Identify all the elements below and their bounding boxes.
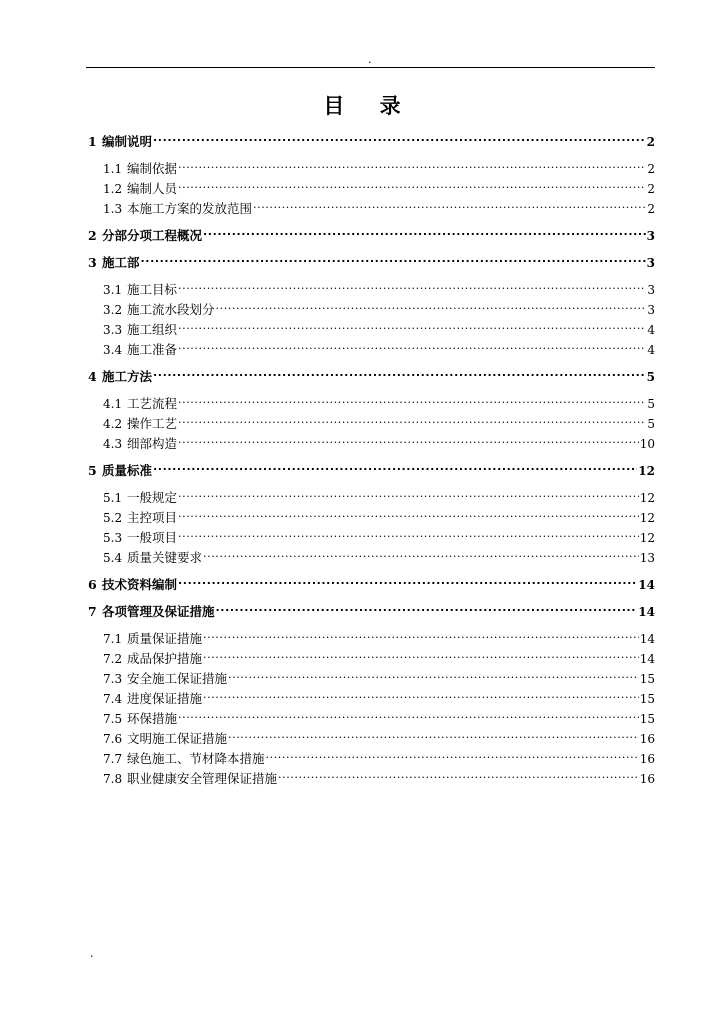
toc-entry-label: 操作工艺 <box>127 416 178 431</box>
toc-chapter-entry[interactable] <box>88 222 655 243</box>
toc-entry-number: 5.1 <box>103 491 123 505</box>
toc-dot-leader <box>178 316 646 334</box>
toc-entry-label: 施工目标 <box>127 282 178 297</box>
toc-page-number: 14 <box>638 578 655 592</box>
toc-section-entry[interactable] <box>103 705 655 726</box>
toc-page-number: 2 <box>647 202 655 216</box>
toc-page-number: 12 <box>639 531 655 545</box>
toc-entry-number: 7.6 <box>103 732 123 746</box>
toc-entry-label: 职业健康安全管理保证措施 <box>127 771 278 786</box>
toc-entry-label: 绿色施工、节材降本措施 <box>127 751 265 766</box>
toc-entry-number: 3 <box>88 255 97 270</box>
toc-section-entry[interactable] <box>103 765 655 786</box>
toc-entry-number: 4.3 <box>103 437 123 451</box>
toc-section-entry[interactable] <box>103 316 655 337</box>
toc-section-entry[interactable] <box>103 725 655 746</box>
toc-page-number: 3 <box>646 256 655 270</box>
toc-entry-label: 成品保护措施 <box>127 651 203 666</box>
toc-dot-leader <box>203 625 639 643</box>
toc-entry-label: 施工准备 <box>127 342 178 357</box>
toc-page-number: 2 <box>646 135 655 149</box>
toc-dot-leader <box>203 645 639 663</box>
toc-page-number: 4 <box>647 323 655 337</box>
toc-entry-label: 技术资料编制 <box>102 577 178 592</box>
toc-page-number: 3 <box>647 303 655 317</box>
toc-section-entry[interactable] <box>103 625 655 646</box>
toc-entry-label: 质量保证措施 <box>127 631 203 646</box>
toc-page-number: 3 <box>646 229 655 243</box>
toc-page-number: 13 <box>639 551 655 565</box>
toc-page-number: 16 <box>639 732 655 746</box>
footer-mark: . <box>90 947 94 960</box>
toc-page-number: 2 <box>647 182 655 196</box>
toc-page-number: 12 <box>639 511 655 525</box>
toc-entry-number: 7.8 <box>103 772 123 786</box>
toc-entry-number: 7.5 <box>103 712 123 726</box>
toc-entry-number: 3.2 <box>103 303 123 317</box>
toc-entry-label: 编制人员 <box>127 181 178 196</box>
toc-dot-leader <box>178 175 646 193</box>
toc-chapter-entry[interactable] <box>88 249 655 270</box>
toc-page-number: 12 <box>639 491 655 505</box>
toc-page-number: 16 <box>639 752 655 766</box>
toc-page-number: 16 <box>639 772 655 786</box>
toc-entry-label: 分部分项工程概况 <box>102 228 203 243</box>
toc-entry-number: 7.4 <box>103 692 123 706</box>
toc-section-entry[interactable] <box>103 195 655 216</box>
toc-page-number: 14 <box>639 632 655 646</box>
toc-page-number: 5 <box>646 370 655 384</box>
toc-chapter-entry[interactable] <box>88 571 655 592</box>
toc-chapter-entry[interactable] <box>88 457 655 478</box>
toc-section-entry[interactable] <box>103 276 655 297</box>
toc-entry-number: 5.4 <box>103 551 123 565</box>
toc-entry-number: 5.3 <box>103 531 123 545</box>
toc-entry-label: 编制说明 <box>102 134 153 149</box>
toc-dot-leader <box>178 484 639 502</box>
toc-dot-leader <box>178 504 639 522</box>
toc-dot-leader <box>178 410 646 428</box>
toc-page-number: 10 <box>639 437 655 451</box>
toc-entry-number: 5.2 <box>103 511 123 525</box>
toc-entry-label: 细部构造 <box>127 436 178 451</box>
toc-entry-label: 编制依据 <box>127 161 178 176</box>
toc-dot-leader <box>203 222 646 240</box>
toc-entry-number: 7.7 <box>103 752 123 766</box>
toc-entry-label: 工艺流程 <box>127 396 178 411</box>
toc-entry-label: 安全施工保证措施 <box>127 671 228 686</box>
toc-chapter-entry[interactable] <box>88 363 655 384</box>
toc-entry-label: 施工流水段划分 <box>127 302 215 317</box>
toc-chapter-entry[interactable] <box>88 128 655 149</box>
toc-dot-leader <box>178 524 639 542</box>
toc-section-entry[interactable] <box>103 504 655 525</box>
toc-entry-label: 进度保证措施 <box>127 691 203 706</box>
toc-entry-number: 3.3 <box>103 323 123 337</box>
toc-dot-leader <box>141 249 646 267</box>
toc-dot-leader <box>153 363 646 381</box>
toc-entry-number: 5 <box>88 463 97 478</box>
toc-entry-number: 3.1 <box>103 283 123 297</box>
toc-entry-number: 1 <box>88 134 97 149</box>
toc-section-entry[interactable] <box>103 685 655 706</box>
toc-section-entry[interactable] <box>103 544 655 565</box>
page-title: 目 录 <box>323 94 415 118</box>
toc-dot-leader <box>178 430 639 448</box>
toc-section-entry[interactable] <box>103 296 655 317</box>
toc-dot-leader <box>178 390 646 408</box>
toc-section-entry[interactable] <box>103 645 655 666</box>
toc-dot-leader <box>228 665 639 683</box>
toc-page-number: 15 <box>639 712 655 726</box>
toc-section-entry[interactable] <box>103 336 655 357</box>
toc-page-number: 5 <box>647 417 655 431</box>
toc-chapter-entry[interactable] <box>88 598 655 619</box>
header-mark: . <box>368 53 372 66</box>
toc-section-entry[interactable] <box>103 524 655 545</box>
toc-entry-number: 7 <box>88 604 97 619</box>
toc-entry-number: 1.3 <box>103 202 123 216</box>
toc-entry-label: 主控项目 <box>127 510 178 525</box>
toc-entry-number: 6 <box>88 577 97 592</box>
toc-dot-leader <box>153 457 637 475</box>
toc-entry-number: 2 <box>88 228 97 243</box>
toc-section-entry[interactable] <box>103 175 655 196</box>
toc-dot-leader <box>178 336 646 354</box>
toc-dot-leader <box>228 725 639 743</box>
toc-entry-number: 4.1 <box>103 397 123 411</box>
toc-page-number: 5 <box>647 397 655 411</box>
toc-dot-leader <box>178 155 646 173</box>
toc-section-entry[interactable] <box>103 410 655 431</box>
toc-section-entry[interactable] <box>103 745 655 766</box>
toc-dot-leader <box>253 195 646 213</box>
toc-dot-leader <box>266 745 639 763</box>
toc-section-entry[interactable] <box>103 155 655 176</box>
toc-entry-number: 1.2 <box>103 182 123 196</box>
toc-entry-label: 施工组织 <box>127 322 178 337</box>
toc-section-entry[interactable] <box>103 665 655 686</box>
toc-entry-number: 4.2 <box>103 417 123 431</box>
toc-page-number: 3 <box>647 283 655 297</box>
toc-dot-leader <box>178 705 639 723</box>
toc-entry-label: 环保措施 <box>127 711 178 726</box>
toc-entry-number: 7.3 <box>103 672 123 686</box>
toc-page-number: 4 <box>647 343 655 357</box>
toc-entry-number: 7.1 <box>103 632 123 646</box>
toc-entry-label: 施工方法 <box>102 369 153 384</box>
toc-dot-leader <box>203 685 639 703</box>
toc-dot-leader <box>278 765 639 783</box>
toc-dot-leader <box>178 571 637 589</box>
toc-section-entry[interactable] <box>103 430 655 451</box>
toc-dot-leader <box>153 128 646 146</box>
toc-page-number: 2 <box>647 162 655 176</box>
toc-page-number: 15 <box>639 672 655 686</box>
toc-entry-label: 本施工方案的发放范围 <box>127 201 253 216</box>
toc-entry-label: 质量关键要求 <box>127 550 203 565</box>
toc-entry-label: 质量标准 <box>102 463 153 478</box>
toc-entry-number: 7.2 <box>103 652 123 666</box>
toc-dot-leader <box>178 276 646 294</box>
toc-entry-number: 3.4 <box>103 343 123 357</box>
toc-page-number: 12 <box>638 464 655 478</box>
toc-dot-leader <box>216 598 638 616</box>
toc-page-number: 14 <box>639 652 655 666</box>
toc-entry-label: 一般规定 <box>127 490 178 505</box>
toc-page-number: 15 <box>639 692 655 706</box>
toc-page-number: 14 <box>638 605 655 619</box>
toc-entry-label: 文明施工保证措施 <box>127 731 228 746</box>
toc-entry-number: 1.1 <box>103 162 123 176</box>
toc-entry-label: 一般项目 <box>127 530 178 545</box>
toc-dot-leader <box>203 544 639 562</box>
toc-entry-label: 施工部 <box>102 255 140 270</box>
toc-entry-label: 各项管理及保证措施 <box>102 604 215 619</box>
toc-dot-leader <box>216 296 647 314</box>
toc-entry-number: 4 <box>88 369 97 384</box>
toc-section-entry[interactable] <box>103 390 655 411</box>
toc-section-entry[interactable] <box>103 484 655 505</box>
